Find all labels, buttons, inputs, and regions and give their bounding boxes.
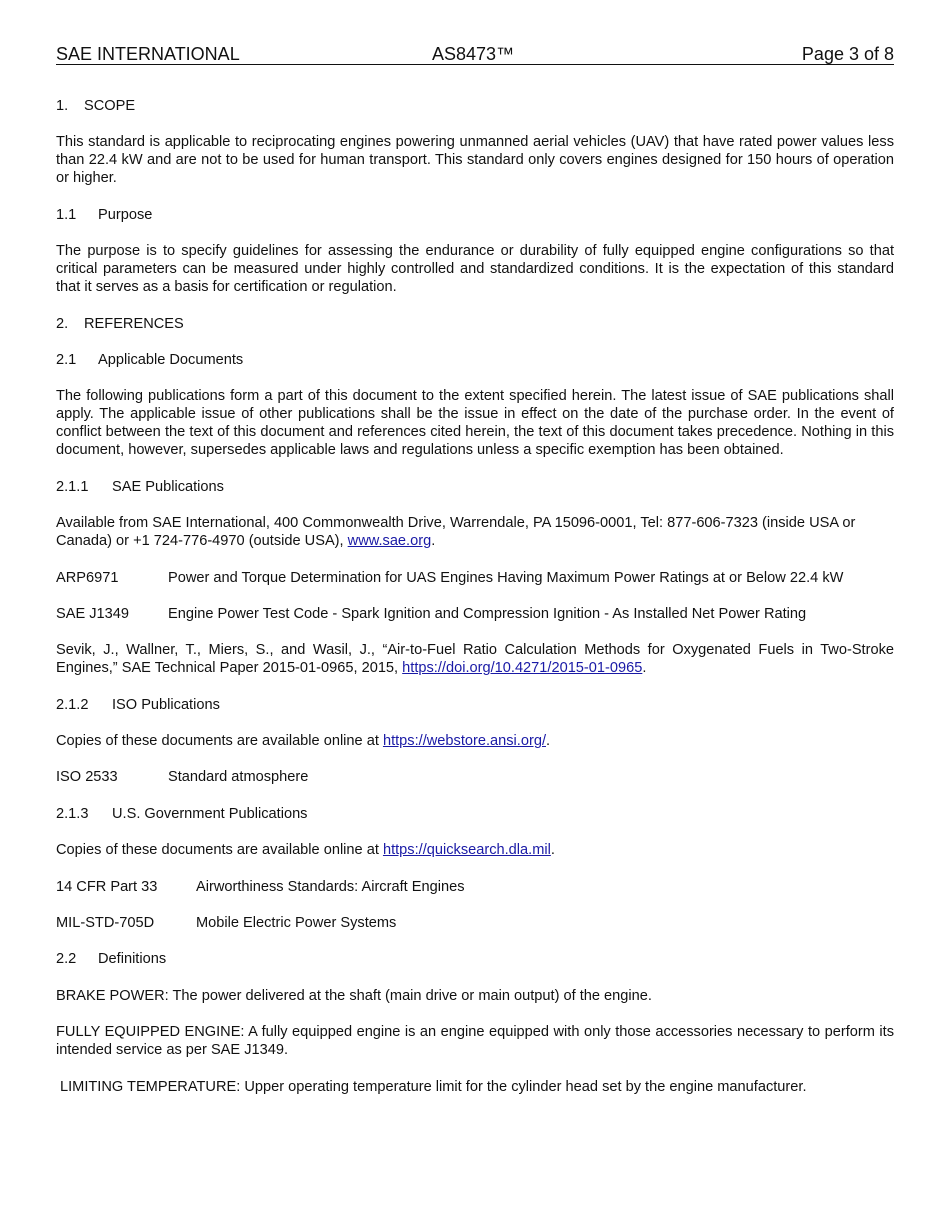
section-1-1-heading bbox=[56, 206, 894, 224]
section-title: REFERENCES bbox=[84, 315, 184, 332]
reference-row bbox=[56, 768, 894, 786]
punctuation: . bbox=[546, 733, 551, 750]
technical-paper-citation bbox=[56, 641, 894, 677]
reference-row bbox=[56, 569, 894, 587]
section-1-body: This standard is applicable to reciprocating engines powering unmanned aerial vehicles (UAV) that have rated power values less than 22.4 kW and are not to be used for human transport. This standard only covers engines designed for 150 hours of operation or higher. bbox=[56, 134, 894, 187]
section-2-1-1-heading bbox=[56, 478, 894, 496]
definition-limiting-temperature: LIMITING TEMPERATURE: Upper operating temperature limit for the cylinder head set by the engine manufacturer. bbox=[60, 1078, 807, 1095]
reference-title: Engine Power Test Code - Spark Ignition and Compression Ignition - As Installed Net Power Rating bbox=[168, 605, 807, 622]
section-1-1-body: The purpose is to specify guidelines for assessing the endurance or durability of fully equipped engine configurations so that critical parameters can be measured under highly controlled and standardized conditions. It is the expectation of this standard that it serves as a basis for certification or regulation. bbox=[56, 243, 894, 296]
section-number: 2.1.2 bbox=[56, 696, 89, 713]
sae-website-link[interactable]: www.sae.org bbox=[347, 533, 432, 550]
reference-id: ISO 2533 bbox=[56, 769, 118, 786]
punctuation: . bbox=[431, 533, 436, 550]
header-org: SAE INTERNATIONAL bbox=[56, 44, 240, 64]
punctuation: . bbox=[642, 660, 647, 677]
reference-id: ARP6971 bbox=[56, 569, 119, 586]
reference-id: 14 CFR Part 33 bbox=[56, 878, 158, 895]
section-2-1-heading bbox=[56, 351, 894, 369]
section-title: Purpose bbox=[98, 206, 153, 223]
section-2-1-3-heading bbox=[56, 805, 894, 823]
section-title: SAE Publications bbox=[112, 478, 224, 495]
section-2-1-body: The following publications form a part of this document to the extent specified herein. The latest issue of SAE publications shall apply. The applicable issue of other publications shall be the issue in effect on the date of the purchase order. In the event of conflict between the text of this document and references cited herein, the text of this document takes precedence. Nothing in this document, however, supersedes applicable laws and regulations unless a specific exemption has been obtained. bbox=[56, 388, 894, 459]
definition-fully-equipped-engine: FULLY EQUIPPED ENGINE: A fully equipped engine is an engine equipped with only those accessories necessary to perform its intended service as per SAE J1349. bbox=[56, 1024, 894, 1059]
availability-text: Copies of these documents are available online at bbox=[56, 733, 383, 750]
section-2-heading bbox=[56, 315, 894, 333]
doi-link[interactable]: https://doi.org/10.4271/2015-01-0965 bbox=[402, 660, 643, 677]
section-number: 2.1.1 bbox=[56, 478, 89, 495]
availability-text: Copies of these documents are available online at bbox=[56, 842, 383, 859]
citation-text: Sevik, J., Wallner, T., Miers, S., and Wasil, J., “Air-to-Fuel Ratio Calculation Methods for Oxygenated Fuels in Two-Stroke Engines,” SAE Technical Paper 2015-01-0965, 2015, bbox=[56, 642, 894, 677]
header-doc-id: AS8473™ bbox=[432, 44, 515, 64]
reference-row bbox=[56, 878, 894, 896]
reference-id: MIL-STD-705D bbox=[56, 915, 155, 932]
page-header bbox=[56, 44, 894, 65]
section-title: SCOPE bbox=[84, 98, 136, 114]
availability-text: Available from SAE International, 400 Commonwealth Drive, Warrendale, PA 15096-0001, Tel: 877-606-7323 (inside USA or Canada) or +1 724-776-4970 (outside USA), bbox=[56, 515, 856, 550]
definition-brake-power: BRAKE POWER: The power delivered at the shaft (main drive or main output) of the engine. bbox=[56, 987, 652, 1004]
section-number: 1.1 bbox=[56, 206, 77, 223]
sae-availability-text bbox=[56, 514, 894, 550]
section-number: 1. bbox=[56, 98, 69, 114]
section-2-1-2-heading bbox=[56, 696, 894, 714]
section-1-heading bbox=[56, 97, 894, 115]
section-number: 2.1.3 bbox=[56, 805, 89, 822]
iso-availability-text bbox=[56, 732, 894, 750]
section-number: 2. bbox=[56, 315, 69, 332]
section-number: 2.2 bbox=[56, 951, 77, 968]
reference-row bbox=[56, 605, 894, 623]
section-number: 2.1 bbox=[56, 351, 77, 368]
reference-id: SAE J1349 bbox=[56, 605, 130, 622]
reference-title: Mobile Electric Power Systems bbox=[196, 915, 397, 932]
section-title: U.S. Government Publications bbox=[112, 805, 308, 822]
reference-title: Airworthiness Standards: Aircraft Engines bbox=[196, 878, 465, 895]
punctuation: . bbox=[550, 842, 555, 859]
reference-title: Standard atmosphere bbox=[168, 769, 309, 786]
document-body bbox=[56, 97, 894, 1114]
gov-availability-text bbox=[56, 841, 894, 859]
header-page-number: Page 3 of 8 bbox=[801, 44, 894, 64]
section-title: Definitions bbox=[98, 951, 167, 968]
dla-quicksearch-link[interactable]: https://quicksearch.dla.mil bbox=[382, 842, 551, 859]
section-title: ISO Publications bbox=[112, 696, 220, 713]
ansi-webstore-link[interactable]: https://webstore.ansi.org/ bbox=[382, 733, 546, 750]
section-title: Applicable Documents bbox=[98, 351, 244, 368]
reference-title: Power and Torque Determination for UAS Engines Having Maximum Power Ratings at or Below 22.4 kW bbox=[168, 569, 844, 586]
reference-row bbox=[56, 914, 894, 932]
section-2-2-heading bbox=[56, 950, 894, 968]
